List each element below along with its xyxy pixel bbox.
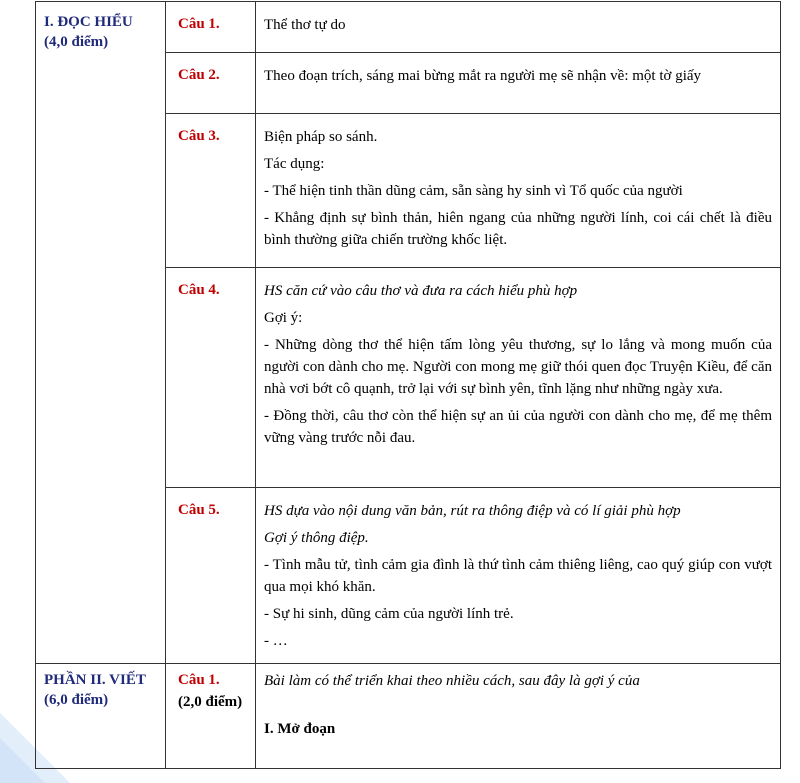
answer-line: - Khẳng định sự bình thản, hiên ngang của những người lính, coi cái chết là điều bình thường giữa chiến trường khốc liệt.	[264, 210, 772, 248]
answer-line: Gợi ý thông điệp.	[264, 530, 369, 546]
answer-line: Tác dụng:	[264, 156, 325, 172]
answer-line: - Sự hi sinh, dũng cảm của người lính trẻ.	[264, 606, 514, 622]
question-label: Câu 1.	[166, 2, 256, 53]
table-row	[36, 664, 781, 769]
section-title: I. ĐỌC HIỂU	[44, 14, 133, 30]
table-row	[36, 2, 781, 53]
answer-line: - Tình mẫu tử, tình cảm gia đình là thứ tình cảm thiêng liêng, cao quý giúp con vượt qua mọi khó khăn.	[264, 557, 772, 595]
answer-cell	[256, 488, 781, 664]
answer-cell	[256, 2, 781, 53]
answer-line: Biện pháp so sánh.	[264, 129, 378, 145]
answer-table	[35, 1, 781, 769]
answer-line: - Những dòng thơ thể hiện tấm lòng yêu thương, sự lo lắng và mong muốn của người con dành cho mẹ. Người con mong mẹ giữ thói quen đọc Truyện Kiều, để căn nhà vơi bớt cô quạnh, trở lại với sự bình yên, tĩnh lặng như những ngày xưa.	[264, 337, 772, 397]
question-label: Câu 2.	[166, 53, 256, 114]
answer-line: Thể thơ tự do	[264, 17, 346, 33]
question-label: Câu 5.	[166, 488, 256, 664]
section-points: (6,0 điểm)	[44, 692, 109, 708]
answer-line: HS căn cứ vào câu thơ và đưa ra cách hiểu phù hợp	[264, 283, 578, 299]
section-reading-cell	[36, 2, 166, 664]
answer-line: Gợi ý:	[264, 310, 303, 326]
answer-line: - Đồng thời, câu thơ còn thể hiện sự an ủi của người con dành cho mẹ, để mẹ thêm vững vàng trước nỗi đau.	[264, 408, 772, 446]
answer-line: Bài làm có thể triển khai theo nhiều cách, sau đây là gợi ý của	[264, 673, 640, 689]
section-points: (4,0 điểm)	[44, 34, 109, 50]
answer-cell	[256, 53, 781, 114]
answer-cell	[256, 664, 781, 769]
answer-line: HS dựa vào nội dung văn bản, rút ra thông điệp và có lí giải phù hợp	[264, 503, 681, 519]
question-label-cell	[166, 664, 256, 769]
question-points: (2,0 điểm)	[178, 694, 243, 710]
answer-heading: I. Mở đoạn	[264, 721, 336, 737]
section-title: PHẦN II. VIẾT	[44, 672, 146, 688]
question-label: Câu 3.	[166, 114, 256, 268]
question-label: Câu 4.	[166, 268, 256, 488]
answer-cell	[256, 268, 781, 488]
answer-cell	[256, 114, 781, 268]
answer-line: Theo đoạn trích, sáng mai bừng mắt ra người mẹ sẽ nhận về: một tờ giấy	[264, 68, 702, 84]
answer-line: - Thể hiện tinh thần dũng cảm, sẵn sàng hy sinh vì Tổ quốc của người	[264, 183, 683, 199]
section-writing-cell	[36, 664, 166, 769]
answer-line: - …	[264, 633, 288, 649]
question-label: Câu 1.	[178, 672, 220, 688]
